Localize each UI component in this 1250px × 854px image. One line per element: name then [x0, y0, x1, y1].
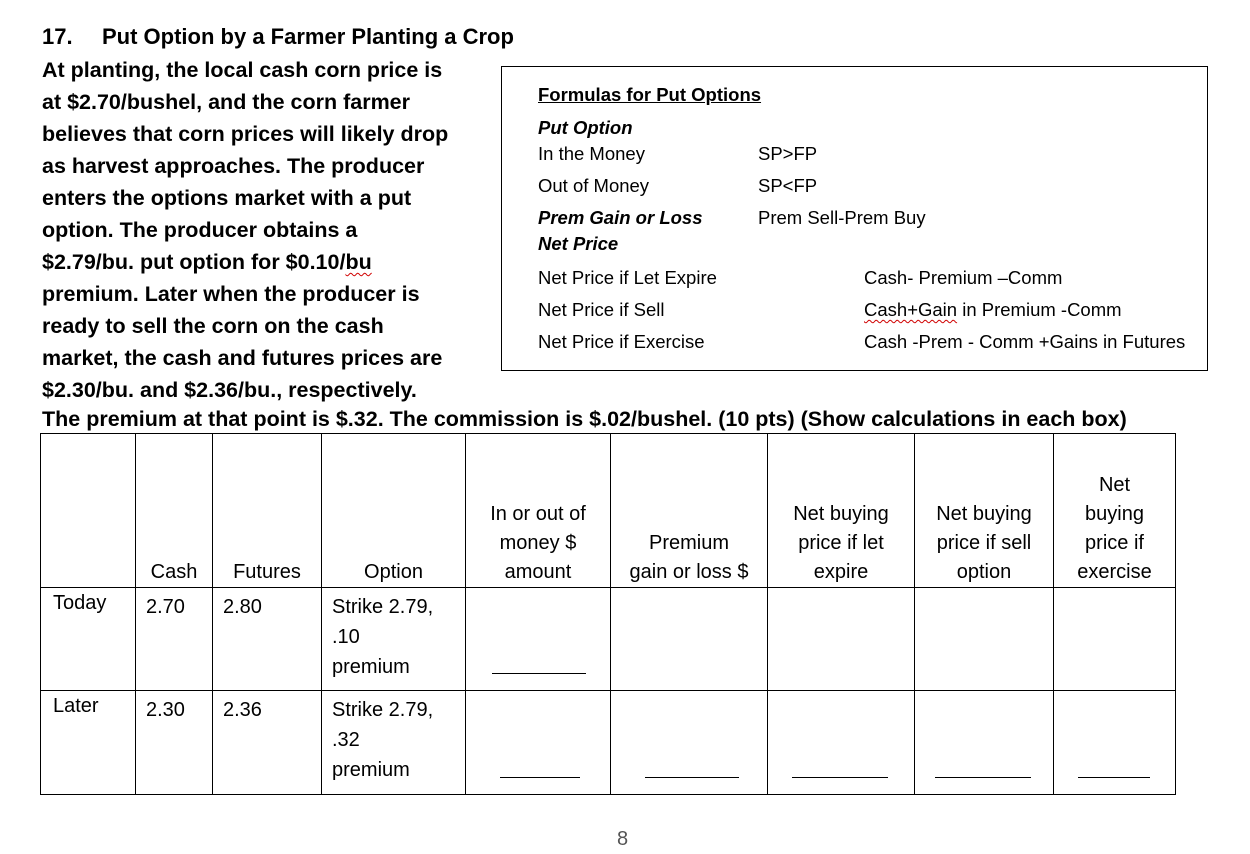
header-text: price if let — [798, 532, 884, 554]
header-row — [41, 434, 1176, 588]
put-option-label: Put Option — [538, 117, 633, 138]
exercise-rule: Cash -Prem - Comm +Gains in Futures — [864, 331, 1186, 352]
problem-line: ready to sell the corn on the cash — [42, 314, 384, 338]
header-text: Net buying — [793, 503, 889, 525]
row-label: Later — [41, 691, 136, 795]
option-text: .32 — [332, 729, 360, 751]
problem-title-text: Put Option by a Farmer Planting a Crop — [102, 24, 514, 49]
header-text: money $ — [499, 532, 577, 554]
answer-cell[interactable] — [611, 588, 768, 691]
expire-rule: Cash- Premium –Comm — [864, 267, 1063, 288]
header-premium-gain — [611, 434, 768, 588]
sell-rule-text: in Premium -Comm — [957, 299, 1122, 320]
page-number: 8 — [617, 828, 629, 850]
problem-line-text: $2.79/bu. put option for $0.10/ — [42, 250, 346, 274]
header-text: gain or loss $ — [629, 561, 749, 583]
answer-blank — [492, 673, 586, 674]
sell-label: Net Price if Sell — [538, 299, 665, 320]
answer-cell[interactable] — [466, 588, 611, 691]
problem-title — [42, 22, 514, 52]
option-text: Strike 2.79, — [332, 596, 434, 618]
answer-cell[interactable] — [768, 691, 915, 795]
problem-line — [42, 246, 512, 278]
option-text: premium — [332, 656, 410, 678]
answer-cell[interactable] — [915, 691, 1054, 795]
problem-line: as harvest approaches. The producer — [42, 154, 425, 178]
problem-body — [42, 54, 512, 406]
problem-line: believes that corn prices will likely drop — [42, 122, 449, 146]
prem-gain-rule: Prem Sell-Prem Buy — [758, 207, 926, 228]
header-net-exercise — [1054, 434, 1176, 588]
header-net-expire — [768, 434, 915, 588]
futures-value: 2.36 — [213, 691, 322, 795]
answer-cell[interactable] — [1054, 691, 1176, 795]
header-text: exercise — [1077, 561, 1152, 583]
option-value — [322, 691, 466, 795]
problem-line: at $2.70/bushel, and the corn farmer — [42, 90, 411, 114]
row-label: Today — [41, 588, 136, 691]
formula-box — [501, 66, 1208, 371]
header-text: In or out of — [490, 503, 586, 525]
header-futures-text: Futures — [233, 561, 301, 583]
option-text: premium — [332, 759, 410, 781]
answer-blank — [500, 777, 580, 778]
answer-blank — [935, 777, 1031, 778]
header-cash-text: Cash — [150, 561, 198, 583]
answer-table — [40, 433, 1176, 795]
spellcheck-word: bu — [345, 250, 372, 274]
in-money-rule: SP>FP — [758, 143, 818, 164]
header-text: buying — [1085, 503, 1144, 525]
answer-cell[interactable] — [466, 691, 611, 795]
formula-heading: Formulas for Put Options — [538, 84, 762, 105]
out-money-label: Out of Money — [538, 175, 650, 196]
header-text: Net buying — [936, 503, 1032, 525]
header-futures — [213, 434, 322, 588]
header-blank — [41, 434, 136, 588]
in-money-label: In the Money — [538, 143, 645, 164]
header-option-text: Option — [364, 561, 423, 583]
answer-cell[interactable] — [611, 691, 768, 795]
answer-blank — [1078, 777, 1150, 778]
header-text: Premium — [648, 532, 729, 554]
header-text: price if — [1085, 532, 1144, 554]
header-option — [322, 434, 466, 588]
header-text: price if sell — [936, 532, 1032, 554]
answer-cell[interactable] — [1054, 588, 1176, 691]
spellcheck-word: Cash+Gain — [864, 299, 958, 320]
header-in-out-money — [466, 434, 611, 588]
table-row-later — [41, 691, 1176, 795]
prem-gain-label: Prem Gain or Loss — [538, 207, 703, 228]
answer-cell[interactable] — [768, 588, 915, 691]
option-text: Strike 2.79, — [332, 699, 434, 721]
futures-value: 2.80 — [213, 588, 322, 691]
header-cash — [136, 434, 213, 588]
header-text: expire — [813, 561, 869, 583]
problem-line: enters the options market with a put — [42, 186, 412, 210]
option-text: .10 — [332, 626, 360, 648]
exercise-label: Net Price if Exercise — [538, 331, 705, 352]
expire-label: Net Price if Let Expire — [538, 267, 717, 288]
header-text: Net — [1098, 474, 1131, 496]
answer-cell[interactable] — [915, 588, 1054, 691]
problem-line: option. The producer obtains a — [42, 218, 358, 242]
out-money-rule: SP<FP — [758, 175, 818, 196]
answer-blank — [645, 777, 739, 778]
problem-line: At planting, the local cash corn price is — [42, 58, 443, 82]
header-net-sell — [915, 434, 1054, 588]
answer-blank — [792, 777, 888, 778]
cash-value: 2.30 — [136, 691, 213, 795]
table-row-today — [41, 588, 1176, 691]
header-text: amount — [504, 561, 572, 583]
header-text: option — [956, 561, 1012, 583]
option-value — [322, 588, 466, 691]
problem-line: $2.30/bu. and $2.36/bu., respectively. — [42, 378, 417, 402]
problem-number: 17. — [42, 24, 73, 49]
cash-value: 2.70 — [136, 588, 213, 691]
problem-line: market, the cash and futures prices are — [42, 346, 443, 370]
sell-rule — [864, 298, 1122, 322]
problem-line: premium. Later when the producer is — [42, 282, 420, 306]
net-price-label: Net Price — [538, 233, 619, 254]
problem-last-line: The premium at that point is $.32. The commission is $.02/bushel. (10 pts) (Show calculations in each box) — [42, 407, 1127, 431]
